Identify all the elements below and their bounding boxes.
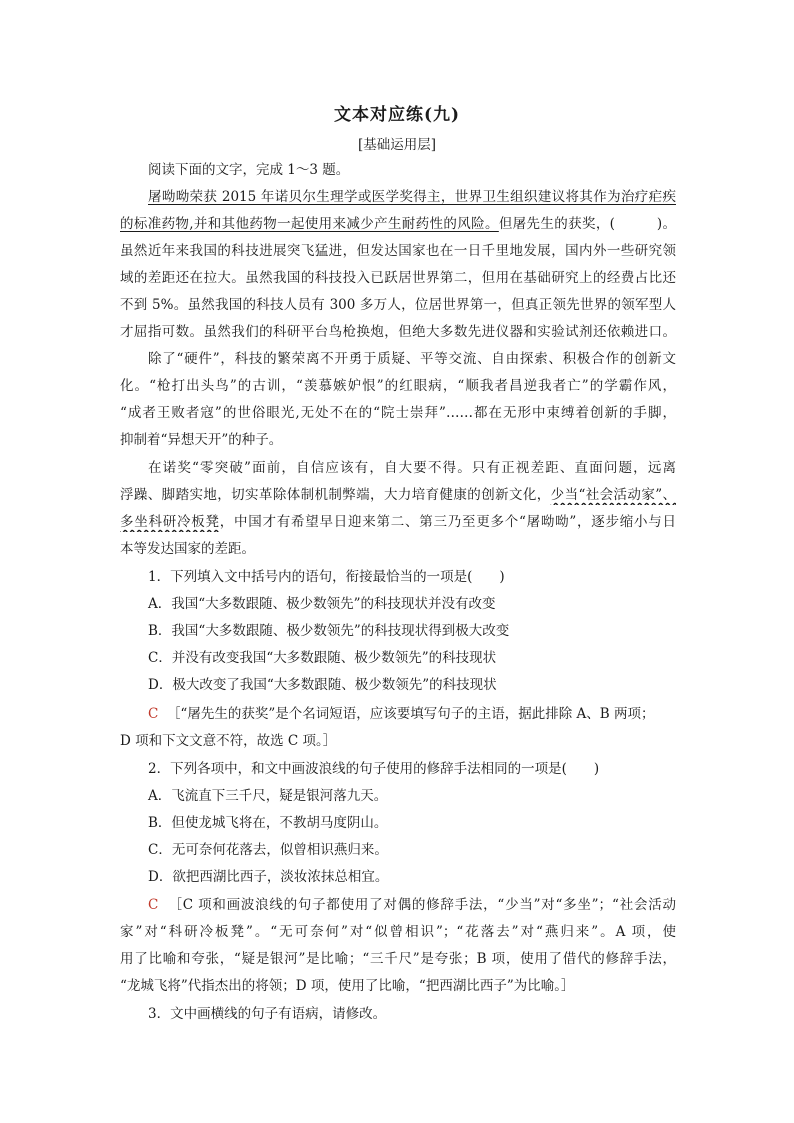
question-1-option-a: A．我国“大多数跟随、极少数领先”的科技现状并没有改变 xyxy=(148,596,496,612)
wavy-underlined-phrase: 少当“社会活动家”、 xyxy=(550,487,676,503)
passage-fragment: 浮躁、脚踏实地，切实革除体制机制弊端，大力培育健康的创新文化， xyxy=(120,487,551,503)
passage-line xyxy=(120,214,676,234)
passage-line: 虽然近年来我国的科技进展突飞猛进，但发达国家也在一日千里地发展，国内外一些研究领 xyxy=(120,243,676,259)
passage-line: 才屈指可数。虽然我们的科研平台鸟枪换炮，但绝大多数先进仪器和实验试剂还依赖进口。 xyxy=(120,324,676,340)
passage-line xyxy=(120,485,676,505)
section-label: [基础运用层] xyxy=(357,137,437,153)
question-1-option-b: B．我国“大多数跟随、极少数领先”的科技现状得到极大改变 xyxy=(148,623,510,639)
passage-fragment: ，中国才有希望早日迎来第二、第三乃至更多个“屠呦呦”，逐步缩小与日 xyxy=(219,514,676,530)
intro-text: 阅读下面的文字，完成 1～3 题。 xyxy=(148,162,350,178)
question-2-explanation: 用了比喻和夸张，“疑是银河”是比喻；“三千尺”是夸张；B 项，使用了借代的修辞手法， xyxy=(120,951,676,967)
question-1-explanation: D 项和下文文意不符，故选 C 项。］ xyxy=(120,733,337,749)
passage-line: 抑制着“异想天开”的种子。 xyxy=(120,432,283,448)
answer-letter: C xyxy=(148,897,159,913)
question-1-stem: 1．下列填入文中括号内的语句，衔接最恰当的一项是( ) xyxy=(148,569,505,585)
passage-line: 本等发达国家的差距。 xyxy=(120,541,255,557)
passage-fragment: 但屠先生的获奖，( )。 xyxy=(498,216,676,232)
answer-letter: C xyxy=(148,706,159,722)
question-2-option-a: A．飞流直下三千尺，疑是银河落九天。 xyxy=(148,788,388,804)
passage-line xyxy=(120,512,676,532)
passage-line: 屠呦呦荣获 2015 年诺贝尔生理学或医学奖得主，世界卫生组织建议将其作为治疗疟疾 xyxy=(148,189,676,205)
question-2-explanation: “龙城飞将”代指杰出的将领；D 项，使用了比喻，“把西湖比西子”为比喻。］ xyxy=(120,978,575,994)
passage-line: 除了“硬件”，科技的繁荣离不开勇于质疑、平等交流、自由探索、积极合作的创新文 xyxy=(148,351,676,367)
explanation-text: ［C 项和画波浪线的句子都使用了对偶的修辞手法，“少当”对“多坐”；“社会活动 xyxy=(168,897,676,913)
question-2-explanation xyxy=(148,895,676,915)
page-title: 文本对应练(九) xyxy=(333,105,461,125)
question-1-explanation xyxy=(148,704,676,724)
question-1-option-d: D．极大改变了我国“大多数跟随、极少数领先”的科技现状 xyxy=(148,677,497,693)
question-3-stem: 3．文中画横线的句子有语病，请修改。 xyxy=(148,1006,387,1022)
passage-line: 在诺奖“零突破”面前，自信应该有，自大要不得。只有正视差距、直面问题，远离 xyxy=(148,460,676,476)
question-2-option-b: B．但使龙城飞将在，不教胡马度阴山。 xyxy=(148,815,388,831)
question-2-stem: 2．下列各项中，和文中画波浪线的句子使用的修辞手法相同的一项是( ) xyxy=(148,761,600,777)
passage-line: 不到 5%。虽然我国的科技人员有 300 多万人，位居世界第一，但真正领先世界的领军型人 xyxy=(120,297,676,313)
underlined-sentence: 的标准药物,并和其他药物一起使用来减少产生耐药性的风险。 xyxy=(120,216,499,232)
passage-line: 域的差距还在拉大。虽然我国的科技投入已跃居世界第二，但用在基础研究上的经费占比还 xyxy=(120,270,676,286)
passage-line: “成者王败者寇”的世俗眼光,无处不在的“院士崇拜”……都在无形中束缚着创新的手脚， xyxy=(120,405,676,421)
passage-line: 化。“枪打出头鸟”的古训，“羡慕嫉妒恨”的红眼病，“顺我者昌逆我者亡”的学霸作风， xyxy=(120,378,676,394)
question-2-option-d: D．欲把西湖比西子，淡妆浓抹总相宜。 xyxy=(148,869,389,885)
question-2-explanation: 家”对“科研冷板凳”。“无可奈何”对“似曾相识”；“花落去”对“燕归来”。A 项，使 xyxy=(120,924,676,940)
question-1-option-c: C．并没有改变我国“大多数跟随、极少数领先”的科技现状 xyxy=(148,650,497,666)
wavy-underlined-phrase: 多坐科研冷板凳 xyxy=(120,514,220,530)
explanation-text: ［“屠先生的获奖”是个名词短语，应该要填写句子的主语，据此排除 A、B 两项； xyxy=(166,706,655,722)
question-2-option-c: C．无可奈何花落去，似曾相识燕归来。 xyxy=(148,842,388,858)
